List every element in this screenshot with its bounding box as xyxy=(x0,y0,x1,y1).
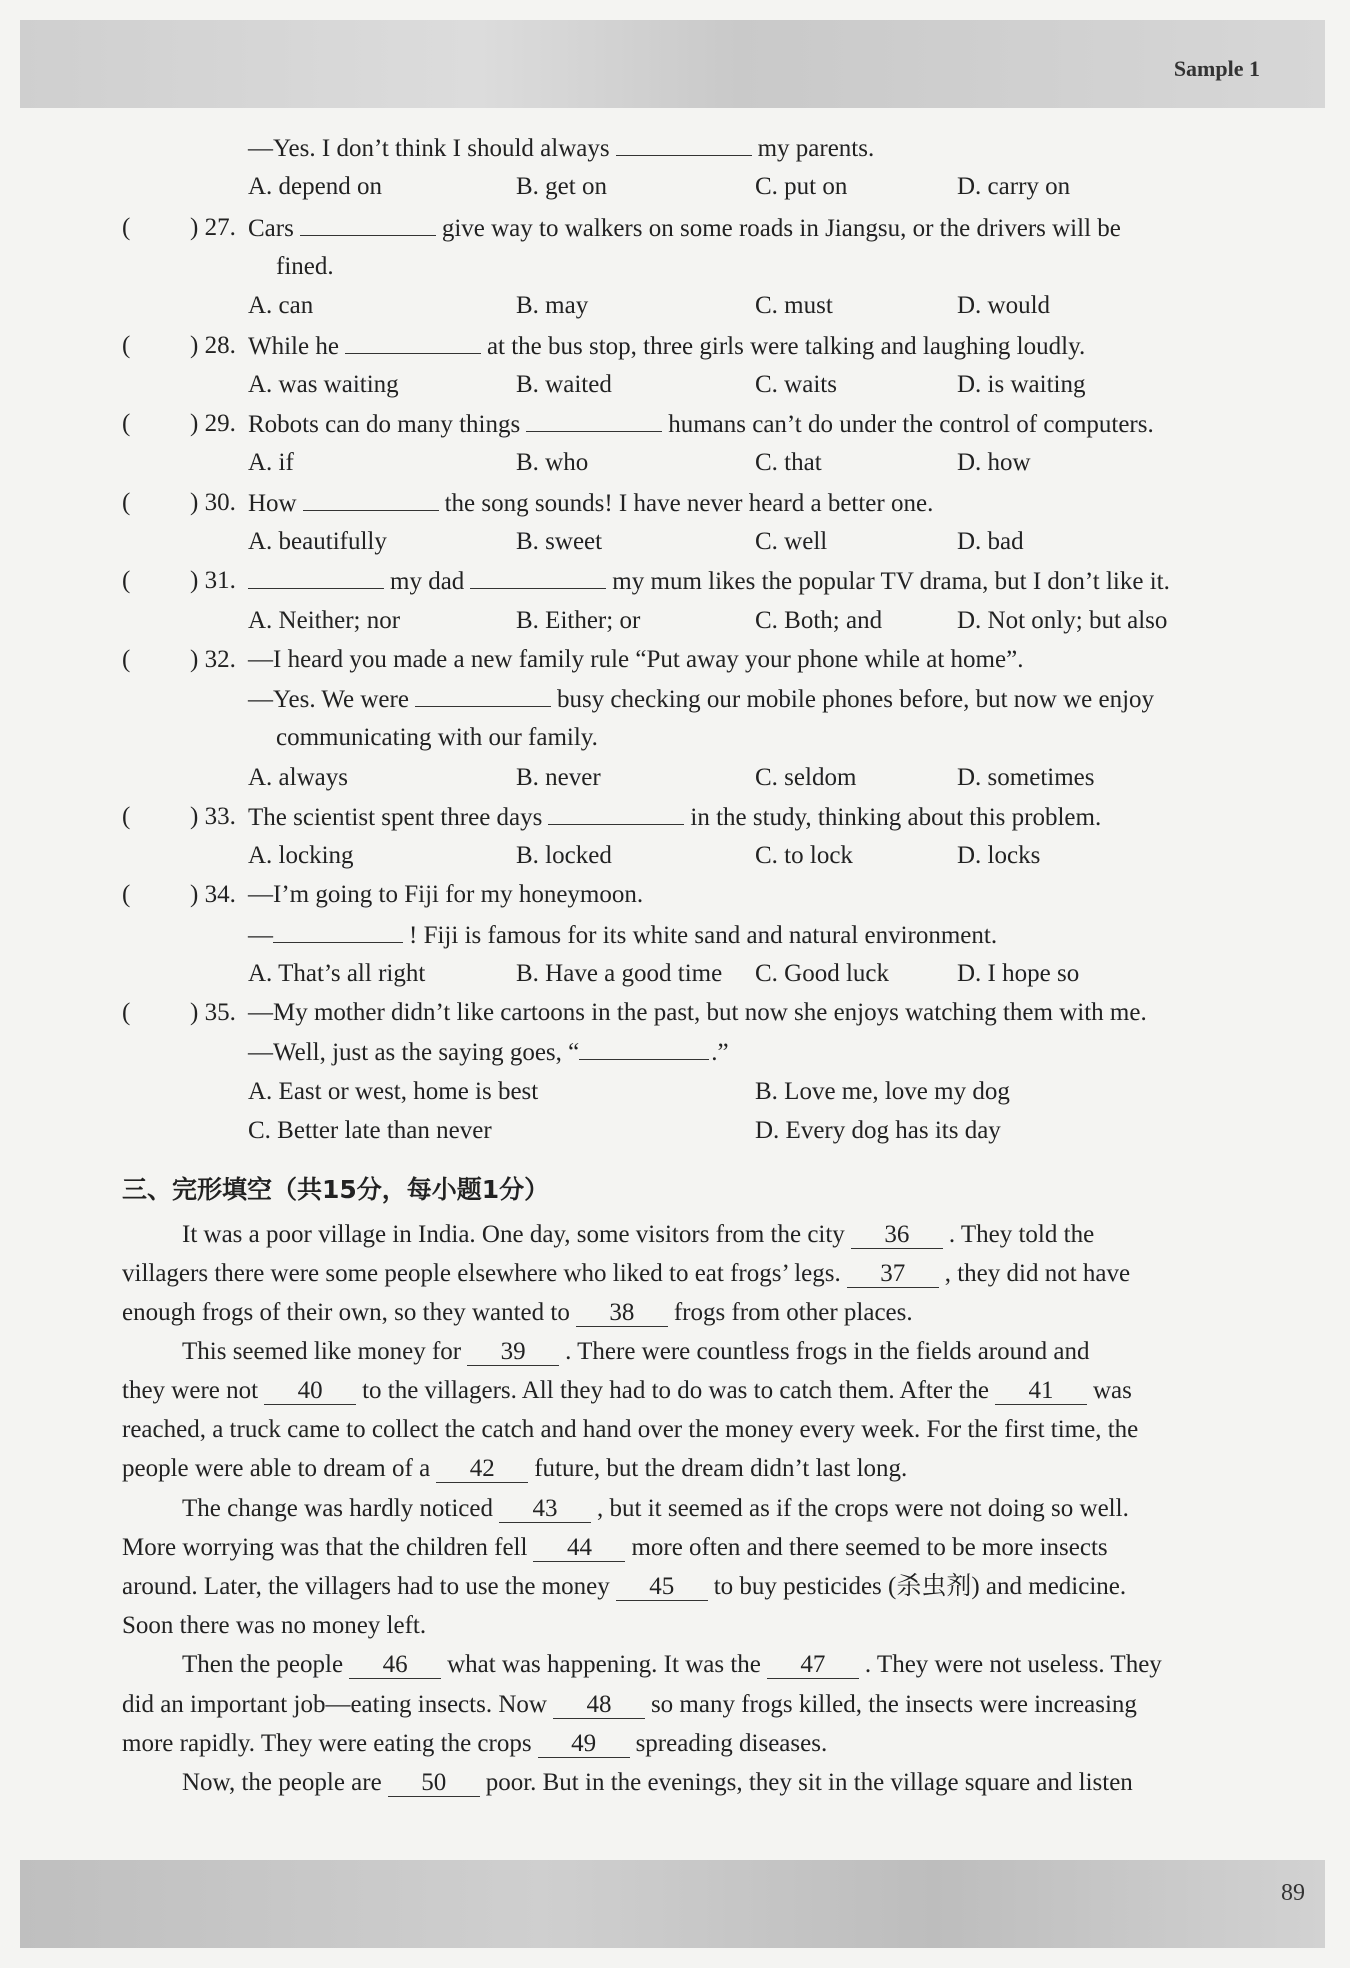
q28-option-d: D. is waiting xyxy=(957,371,1086,398)
q27-stem-cont: fined. xyxy=(276,253,334,280)
q27-option-a: A. can xyxy=(248,292,314,319)
q33-option-c: C. to lock xyxy=(755,842,853,869)
q32-option-a: A. always xyxy=(248,764,348,791)
q29-number: ) 29. xyxy=(190,410,236,437)
passage-line xyxy=(182,1494,1129,1524)
passage-line xyxy=(182,1220,1094,1250)
passage-text: More worrying was that the children fell xyxy=(122,1534,528,1561)
passage-text: more often and there seemed to be more insects xyxy=(631,1534,1108,1561)
passage-text: they were not xyxy=(122,1377,259,1404)
passage-text: did an important job—eating insects. Now xyxy=(122,1691,547,1718)
q27-option-b: B. may xyxy=(516,292,589,319)
q28-paren: ( xyxy=(122,332,131,359)
q32-number: ) 32. xyxy=(190,646,236,673)
q26-option-d: D. carry on xyxy=(957,173,1071,200)
cloze-blank-number: 50 xyxy=(388,1770,480,1797)
passage-text: , they did not have xyxy=(944,1260,1131,1287)
answer-blank xyxy=(548,802,684,825)
cloze-blank-number: 48 xyxy=(553,1692,645,1719)
passage-line xyxy=(122,1298,913,1328)
cloze-blank-number: 41 xyxy=(995,1378,1087,1405)
q31-number: ) 31. xyxy=(190,567,236,594)
passage-text: to buy pesticides (杀虫剂) and medicine. xyxy=(713,1573,1127,1600)
passage-line xyxy=(122,1611,426,1641)
passage-line xyxy=(122,1690,1137,1720)
q35-line1: —My mother didn’t like cartoons in the past, but now she enjoys watching them with me. xyxy=(248,999,1147,1026)
answer-blank xyxy=(300,213,436,236)
q26-option-c: C. put on xyxy=(755,173,848,200)
cloze-blank-number: 44 xyxy=(533,1535,625,1562)
q33-option-d: D. locks xyxy=(957,842,1041,869)
q31-option-d: D. Not only; but also xyxy=(957,607,1168,634)
passage-text: Then the people xyxy=(182,1651,344,1678)
q28-option-c: C. waits xyxy=(755,371,837,398)
q35-option-b: B. Love me, love my dog xyxy=(755,1078,1010,1105)
q34-line1: —I’m going to Fiji for my honeymoon. xyxy=(248,881,644,908)
q27-number: ) 27. xyxy=(190,214,236,241)
passage-text: . They told the xyxy=(948,1221,1095,1248)
answer-blank xyxy=(526,409,662,432)
passage-line xyxy=(122,1415,1138,1445)
passage-text: Soon there was no money left. xyxy=(122,1612,427,1639)
passage-line xyxy=(182,1768,1133,1798)
passage-text: was xyxy=(1093,1377,1132,1404)
passage-text: to the villagers. All they had to do was to catch them. After the xyxy=(362,1377,989,1404)
q35-number: ) 35. xyxy=(190,999,236,1026)
answer-blank xyxy=(248,566,384,589)
q32-option-b: B. never xyxy=(516,764,601,791)
cloze-blank-number: 43 xyxy=(499,1496,591,1523)
q31-option-a: A. Neither; nor xyxy=(248,607,401,634)
passage-line xyxy=(122,1454,907,1484)
q32-line1: —I heard you made a new family rule “Put away your phone while at home”. xyxy=(248,646,1024,673)
passage-text: Now, the people are xyxy=(182,1769,382,1796)
q33-option-a: A. locking xyxy=(248,842,354,869)
q30-option-a: A. beautifully xyxy=(248,528,387,555)
passage-text: reached, a truck came to collect the catch and hand over the money every week. For the first time, the xyxy=(122,1416,1139,1443)
q31-paren: ( xyxy=(122,567,131,594)
q31-option-b: B. Either; or xyxy=(516,607,641,634)
passage-line xyxy=(122,1533,1108,1563)
passage-text: so many frogs killed, the insects were increasing xyxy=(650,1691,1137,1718)
q27-option-d: D. would xyxy=(957,292,1051,319)
passage-line xyxy=(182,1650,1162,1680)
passage-text: This seemed like money for xyxy=(182,1338,462,1365)
q27-paren: ( xyxy=(122,214,131,241)
q26-option-b: B. get on xyxy=(516,173,607,200)
q34-option-b: B. Have a good time xyxy=(516,960,723,987)
q26-option-a: A. depend on xyxy=(248,173,382,200)
passage-text: It was a poor village in India. One day, some visitors from the city xyxy=(182,1221,845,1248)
cloze-blank-number: 40 xyxy=(264,1378,356,1405)
q28-number: ) 28. xyxy=(190,332,236,359)
passage-text: what was happening. It was the xyxy=(447,1651,761,1678)
cloze-blank-number: 37 xyxy=(847,1261,939,1288)
passage-text: villagers there were some people elsewhere who liked to eat frogs’ legs. xyxy=(122,1260,841,1287)
passage-line xyxy=(122,1376,1132,1406)
passage-text: more rapidly. They were eating the crops xyxy=(122,1730,532,1757)
passage-text: . There were countless frogs in the fields around and xyxy=(565,1338,1090,1365)
cloze-blank-number: 36 xyxy=(851,1222,943,1249)
q35-paren: ( xyxy=(122,999,131,1026)
q27-option-c: C. must xyxy=(755,292,833,319)
q26-prompt: —Yes. I don’t think I should always my parents. xyxy=(248,135,875,162)
q33-option-b: B. locked xyxy=(516,842,612,869)
passage-line xyxy=(182,1337,1089,1367)
q32-option-c: C. seldom xyxy=(755,764,857,791)
q29-option-b: B. who xyxy=(516,449,589,476)
passage-line xyxy=(122,1729,827,1759)
answer-blank xyxy=(470,566,606,589)
cloze-blank-number: 47 xyxy=(767,1652,859,1679)
cloze-blank-number: 39 xyxy=(467,1339,559,1366)
q30-stem: How the song sounds! I have never heard a better one. xyxy=(248,490,934,517)
cloze-blank-number: 42 xyxy=(436,1456,528,1483)
passage-line xyxy=(122,1572,1126,1602)
passage-text: around. Later, the villagers had to use the money xyxy=(122,1573,610,1600)
q35-option-d: D. Every dog has its day xyxy=(755,1117,1001,1144)
header-sample-label: Sample 1 xyxy=(1173,56,1260,81)
answer-blank xyxy=(579,1037,709,1060)
q32-paren: ( xyxy=(122,646,131,673)
passage-text: enough frogs of their own, so they wanted to xyxy=(122,1299,570,1326)
q28-option-b: B. waited xyxy=(516,371,612,398)
answer-blank xyxy=(273,920,403,943)
q30-paren: ( xyxy=(122,489,131,516)
q33-paren: ( xyxy=(122,803,131,830)
answer-blank xyxy=(616,133,752,156)
q31-option-c: C. Both; and xyxy=(755,607,883,634)
q29-option-d: D. how xyxy=(957,449,1031,476)
passage-text: . They were not useless. They xyxy=(864,1651,1162,1678)
q29-option-c: C. that xyxy=(755,449,822,476)
q28-stem: While he at the bus stop, three girls were talking and laughing loudly. xyxy=(248,333,1086,360)
q34-paren: ( xyxy=(122,881,131,908)
q35-option-a: A. East or west, home is best xyxy=(248,1078,539,1105)
passage-line xyxy=(122,1259,1130,1289)
q30-option-d: D. bad xyxy=(957,528,1024,555)
q32-stem: —Yes. We were busy checking our mobile phones before, but now we enjoy xyxy=(248,686,1155,713)
passage-text: spreading diseases. xyxy=(635,1730,828,1757)
q28-option-a: A. was waiting xyxy=(248,371,399,398)
q30-option-c: C. well xyxy=(755,528,828,555)
q29-paren: ( xyxy=(122,410,131,437)
q27-stem: Cars give way to walkers on some roads in Jiangsu, or the drivers will be xyxy=(248,215,1121,242)
q32-stem-cont: communicating with our family. xyxy=(276,724,598,751)
cloze-blank-number: 38 xyxy=(576,1300,668,1327)
q33-stem: The scientist spent three days in the study, thinking about this problem. xyxy=(248,804,1102,831)
q35-option-c: C. Better late than never xyxy=(248,1117,492,1144)
answer-blank xyxy=(345,331,481,354)
q29-stem: Robots can do many things humans can’t do under the control of computers. xyxy=(248,411,1154,438)
q32-option-d: D. sometimes xyxy=(957,764,1095,791)
passage-text: future, but the dream didn’t last long. xyxy=(534,1455,908,1482)
q34-option-d: D. I hope so xyxy=(957,960,1080,987)
passage-text: people were able to dream of a xyxy=(122,1455,431,1482)
q33-number: ) 33. xyxy=(190,803,236,830)
section-title: 三、完形填空（共15分，每小题1分） xyxy=(122,1175,550,1204)
page-number: 89 xyxy=(1281,1880,1305,1906)
q31-stem: my dad my mum likes the popular TV drama, but I don’t like it. xyxy=(248,566,1170,597)
q34-option-a: A. That’s all right xyxy=(248,960,426,987)
answer-blank xyxy=(303,488,439,511)
passage-text: frogs from other places. xyxy=(673,1299,913,1326)
q30-number: ) 30. xyxy=(190,489,236,516)
q30-option-b: B. sweet xyxy=(516,528,603,555)
q34-number: ) 34. xyxy=(190,881,236,908)
cloze-blank-number: 45 xyxy=(616,1574,708,1601)
cloze-blank-number: 46 xyxy=(349,1652,441,1679)
cloze-blank-number: 49 xyxy=(538,1731,630,1758)
passage-text: , but it seemed as if the crops were not doing so well. xyxy=(597,1495,1129,1522)
passage-text: The change was hardly noticed xyxy=(182,1495,493,1522)
q35-stem: —Well, just as the saying goes, “ .” xyxy=(248,1039,729,1066)
answer-blank xyxy=(415,684,551,707)
q29-option-a: A. if xyxy=(248,449,294,476)
q34-stem: — ! Fiji is famous for its white sand and natural environment. xyxy=(248,922,998,949)
q34-option-c: C. Good luck xyxy=(755,960,890,987)
passage-text: poor. But in the evenings, they sit in the village square and listen xyxy=(485,1769,1133,1796)
